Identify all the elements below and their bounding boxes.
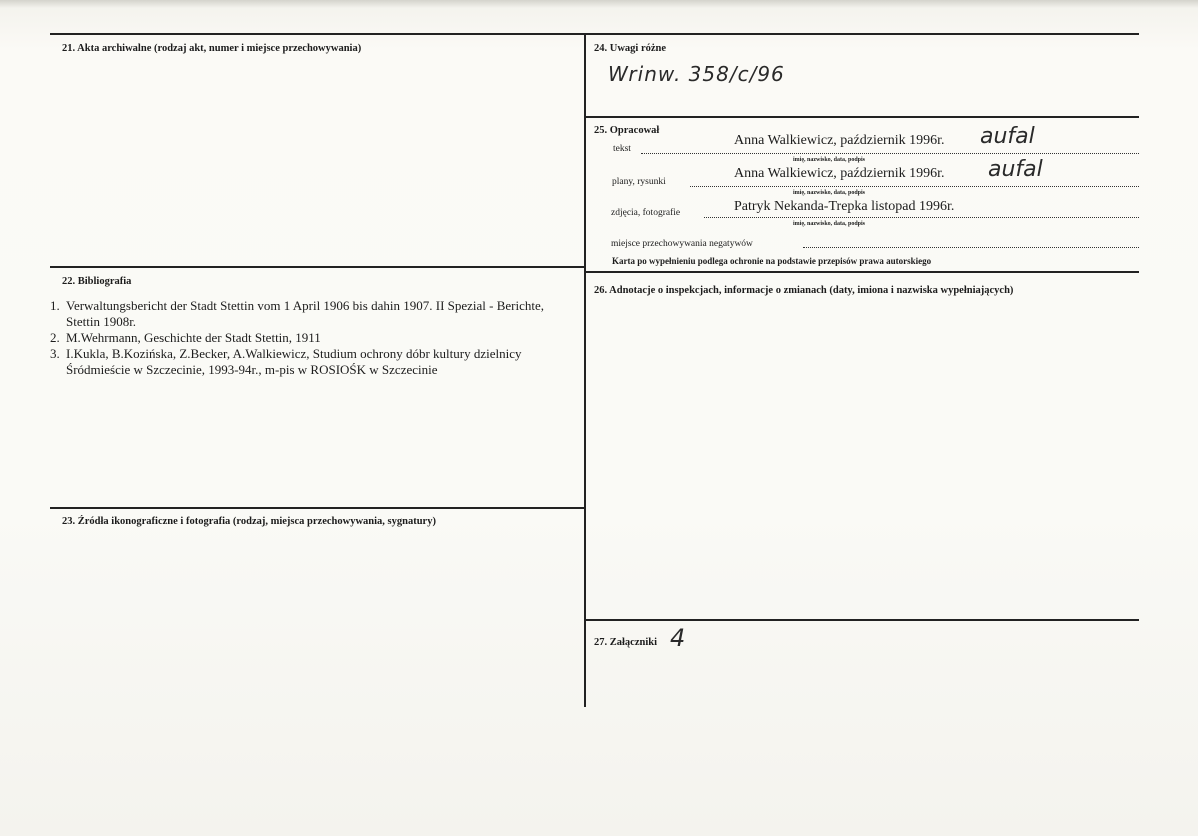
bibliography-item-text: M.Wehrmann, Geschichte der Stadt Stettin, 1911: [66, 330, 321, 345]
section-24-label: 24. Uwagi różne: [594, 43, 667, 54]
divider-25-26: [585, 271, 1139, 273]
divider-26-27: [585, 619, 1139, 621]
center-divider: [584, 33, 586, 707]
copyright-note: Karta po wypełnieniu podlega ochronie na podstawie przepisów prawa autorskiego: [612, 256, 932, 266]
top-border-left: [50, 33, 586, 35]
section-21-label: 21. Akta archiwalne (rodzaj akt, numer i miejsce przechowywania): [62, 43, 362, 54]
row-plans-signature: aufal: [988, 157, 1043, 182]
negatives-label: miejsce przechowywania negatywów: [611, 239, 753, 249]
bibliography-item-number: 3.: [50, 346, 60, 361]
row-photos-dotted-line: [704, 217, 1139, 218]
row-plans-value: Anna Walkiewicz, październik 1996r.: [734, 166, 945, 181]
row-text-caption: imię, nazwisko, data, podpis: [793, 157, 866, 163]
bibliography-item-number: 2.: [50, 330, 60, 345]
row-text-label: tekst: [613, 144, 631, 154]
row-photos-value: Patryk Nekanda-Trepka listopad 1996r.: [734, 199, 955, 214]
row-photos-caption: imię, nazwisko, data, podpis: [793, 221, 866, 227]
bibliography-item: [50, 330, 580, 346]
row-plans-label: plany, rysunki: [612, 177, 666, 187]
section-27-label: 27. Załączniki: [594, 637, 658, 648]
row-plans-caption: imię, nazwisko, data, podpis: [793, 190, 866, 196]
section-26-label: 26. Adnotacje o inspekcjach, informacje o zmianach (daty, imiona i nazwiska wypełniających): [594, 285, 1014, 296]
section-23-label: 23. Źródła ikonograficzne i fotografia (rodzaj, miejsca przechowywania, sygnatury): [62, 516, 436, 527]
section-27-handwritten-count: 4: [670, 624, 686, 652]
row-photos-label: zdjęcia, fotografie: [611, 208, 681, 218]
bibliography-item-text: Verwaltungsbericht der Stadt Stettin vom 1 April 1906 bis dahin 1907. II Spezial - Berichte, Stettin 1908r.: [66, 298, 545, 329]
negatives-dotted-line: [803, 247, 1139, 248]
bibliography-item-number: 1.: [50, 298, 60, 313]
bibliography-item: [50, 346, 580, 378]
section-24-handwritten-note: Wrinw. 358/c/96: [608, 62, 785, 86]
row-plans-dotted-line: [690, 186, 1139, 187]
divider-22-23: [50, 507, 585, 509]
bibliography-item: [50, 298, 580, 330]
section-22-label: 22. Bibliografia: [62, 276, 132, 287]
bibliography-item-text: I.Kukla, B.Kozińska, Z.Becker, A.Walkiewicz, Studium ochrony dóbr kultury dzielnicy Śródmieście w Szczecinie, 1993-94r., m-pis w ROSIOŚK w Szczecinie: [66, 346, 522, 377]
top-border-right: [585, 33, 1139, 35]
divider-24-25: [585, 116, 1139, 118]
section-25-label: 25. Opracował: [594, 125, 660, 136]
scan-edge-shadow: [0, 0, 1198, 8]
row-text-signature: aufal: [980, 124, 1035, 149]
divider-21-22: [50, 266, 585, 268]
bibliography-list: [50, 298, 580, 378]
row-text-value: Anna Walkiewicz, październik 1996r.: [734, 133, 945, 148]
row-text-dotted-line: [641, 153, 1139, 154]
